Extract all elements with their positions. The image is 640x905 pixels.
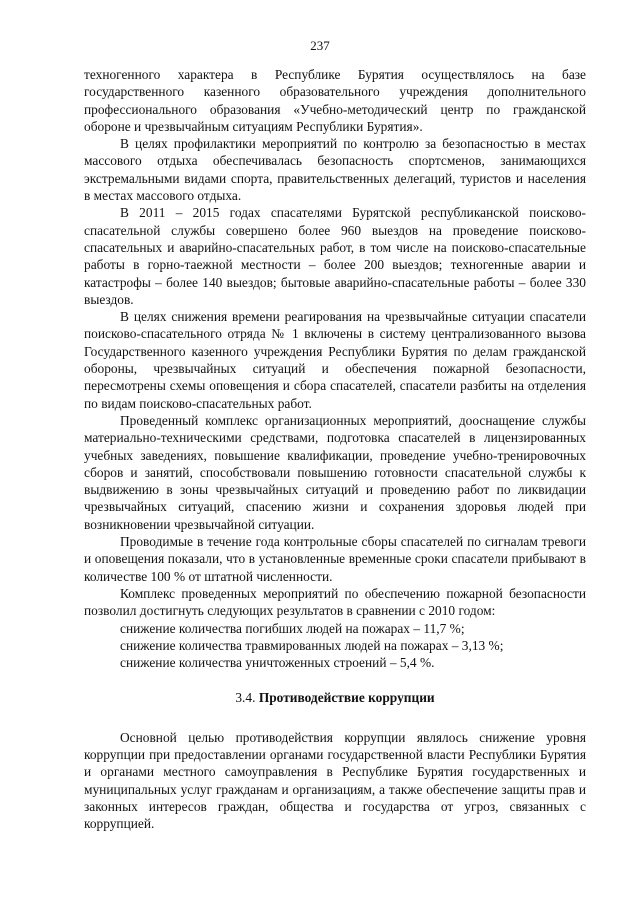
section-number: 3.4. [235,690,256,706]
list-item: снижение количества уничтоженных строений – 5,4 %. [120,655,435,671]
page-number: 237 [310,38,330,53]
paragraph: В целях профилактики мероприятий по контролю за безопасностью в местах массового отдыха обеспечивалась безопасность спортсменов, занимающихся экстремальными видами спорта, правительственных делегаций, туристов и населения в местах массового отдыха. [84,136,586,204]
section-title: Противодействие коррупции [258,690,435,706]
paragraph: В 2011 – 2015 годах спасателями Бурятской республиканской поисково-спасательной службы совершено более 960 выездов на проведение поисково-спасательных и аварийно-спасательных работ, в том числе на поисково-спасательные работы в горно-таежной местности – более 200 выездов; техногенные аварии и катастрофы – более 140 выездов; бытовые аварийно-спасательные работы – более 330 выездов. [84,205,586,307]
paragraph: техногенного характера в Республике Бурятия осуществлялось на базе государственного казенного образовательного учреждения дополнительного профессионального образования «Учебно-методический центр по гражданской обороне и чрезвычайным ситуациям Республики Бурятия». [84,67,586,134]
list-item: снижение количества погибших людей на пожарах – 11,7 %; [120,620,465,636]
paragraph: Проведенный комплекс организационных мероприятий, дооснащение службы материально-техническими средствами, подготовка спасателей в лицензированных учебных заведениях, повышение квалификации, проведение учебно-тренировочных сборов и занятий, способствовали повышению готовности спасательной службы к выдвижению в зоны чрезвычайных ситуаций и проведению работ по ликвидации чрезвычайных ситуаций, спасению жизни и сохранения здоровья людей при возникновении чрезвычайной ситуации. [84,412,586,532]
list-item: снижение количества травмированных людей на пожарах – 3,13 %; [120,637,504,653]
body-text [84,66,586,832]
paragraph: Комплекс проведенных мероприятий по обеспечению пожарной безопасности позволил достигнуть следующих результатов в сравнении с 2010 годом: [84,585,586,619]
section-heading [84,689,586,706]
paragraph: Проводимые в течение года контрольные сборы спасателей по сигналам тревоги и оповещения показали, что в установленные временные сроки спасатели прибывают в количестве 100 % от штатной численности. [84,534,586,584]
paragraph: В целях снижения времени реагирования на чрезвычайные ситуации спасатели поисково-спасательного отряда № 1 включены в систему централизованного вызова Государственного казенного учреждения Республики Бурятия по делам гражданской обороны, чрезвычайных ситуаций и обеспечения пожарной безопасности, пересмотрены схемы оповещения и сбора спасателей, спасатели разбиты на отделения по видам поисково-спасательных работ. [84,309,586,411]
paragraph: Основной целью противодействия коррупции являлось снижение уровня коррупции при предоставлении органами государственной власти Республики Бурятия и органами местного самоуправления в Республике Бурятия государственных и муниципальных услуг гражданам и организациям, а также обеспечение защиты прав и законных интересов граждан, общества и государства от угроз, связанных с коррупцией. [84,729,586,832]
